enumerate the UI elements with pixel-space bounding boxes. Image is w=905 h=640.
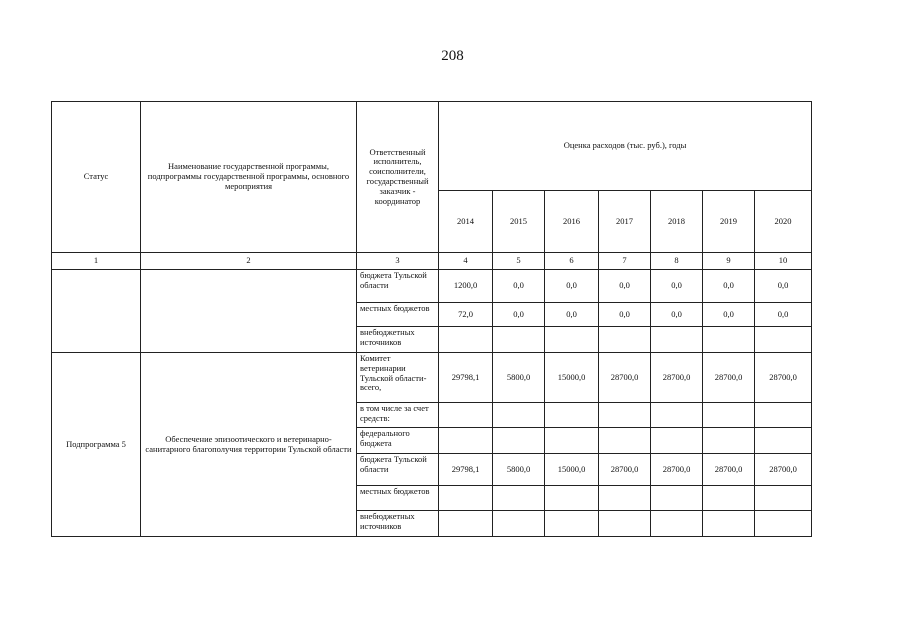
source-cell: в том числе за счет средств:: [357, 403, 439, 428]
value-cell: [439, 486, 493, 511]
page-number: 208: [441, 48, 464, 64]
source-cell: Комитет ветеринарии Тульской области- всего,: [357, 353, 439, 403]
value-cell: 0,0: [755, 303, 812, 327]
value-cell: 28700,0: [703, 454, 755, 486]
value-cell: [599, 428, 651, 454]
value-cell: 0,0: [703, 270, 755, 303]
year-cell: 2017: [599, 191, 651, 253]
year-cell: 2016: [545, 191, 599, 253]
value-cell: [493, 403, 545, 428]
status-cell: Подпрограмма 5: [52, 353, 141, 537]
value-cell: 28700,0: [703, 353, 755, 403]
value-cell: [703, 428, 755, 454]
value-cell: 0,0: [545, 303, 599, 327]
value-cell: 0,0: [493, 303, 545, 327]
column-number: 9: [703, 253, 755, 270]
column-numbers-row: [52, 253, 812, 270]
source-cell: местных бюджетов: [357, 303, 439, 327]
value-cell: [703, 403, 755, 428]
header-responsible: Ответственный исполнитель, соисполнители, государственный заказчик - координатор: [357, 102, 439, 253]
value-cell: 5800,0: [493, 353, 545, 403]
value-cell: 15000,0: [545, 353, 599, 403]
value-cell: [755, 511, 812, 537]
value-cell: [651, 428, 703, 454]
column-number: 4: [439, 253, 493, 270]
value-cell: [755, 327, 812, 353]
value-cell: 0,0: [545, 270, 599, 303]
source-cell: местных бюджетов: [357, 486, 439, 511]
value-cell: [493, 511, 545, 537]
value-cell: [493, 428, 545, 454]
value-cell: [545, 403, 599, 428]
value-cell: [545, 327, 599, 353]
column-number: 7: [599, 253, 651, 270]
value-cell: [545, 511, 599, 537]
value-cell: [651, 486, 703, 511]
value-cell: [703, 327, 755, 353]
value-cell: [703, 486, 755, 511]
value-cell: [493, 327, 545, 353]
column-number: 6: [545, 253, 599, 270]
value-cell: [599, 486, 651, 511]
value-cell: 15000,0: [545, 454, 599, 486]
year-cell: 2014: [439, 191, 493, 253]
value-cell: [439, 327, 493, 353]
value-cell: [651, 511, 703, 537]
value-cell: [439, 403, 493, 428]
column-number: 3: [357, 253, 439, 270]
year-cell: 2015: [493, 191, 545, 253]
value-cell: [599, 327, 651, 353]
header-name: Наименование государственной программы, подпрограммы государственной программы, основного мероприятия: [141, 102, 357, 253]
value-cell: 0,0: [755, 270, 812, 303]
value-cell: [493, 486, 545, 511]
value-cell: [755, 428, 812, 454]
name-cell: Обеспечение эпизоотического и ветеринарно-санитарного благополучия территории Тульской области: [141, 353, 357, 537]
value-cell: 0,0: [703, 303, 755, 327]
header-status: Статус: [52, 102, 141, 253]
year-cell: 2018: [651, 191, 703, 253]
value-cell: 29798,1: [439, 454, 493, 486]
value-cell: [599, 511, 651, 537]
column-number: 5: [493, 253, 545, 270]
value-cell: 28700,0: [651, 353, 703, 403]
source-cell: внебюджетных источников: [357, 327, 439, 353]
value-cell: [599, 403, 651, 428]
source-cell: федерального бюджета: [357, 428, 439, 454]
value-cell: [755, 403, 812, 428]
value-cell: [703, 511, 755, 537]
value-cell: 0,0: [599, 270, 651, 303]
year-cell: 2020: [755, 191, 812, 253]
year-cell: 2019: [703, 191, 755, 253]
value-cell: [545, 428, 599, 454]
column-number: 10: [755, 253, 812, 270]
status-cell-empty: [52, 270, 141, 353]
source-cell: внебюджетных источников: [357, 511, 439, 537]
value-cell: 28700,0: [755, 454, 812, 486]
header-row: [52, 102, 812, 191]
value-cell: 0,0: [493, 270, 545, 303]
table-row: [52, 353, 812, 403]
value-cell: 0,0: [599, 303, 651, 327]
source-cell: бюджета Тульской области: [357, 270, 439, 303]
value-cell: 1200,0: [439, 270, 493, 303]
value-cell: 28700,0: [599, 454, 651, 486]
value-cell: 28700,0: [651, 454, 703, 486]
value-cell: [651, 327, 703, 353]
value-cell: 0,0: [651, 270, 703, 303]
value-cell: [651, 403, 703, 428]
name-cell-empty: [141, 270, 357, 353]
value-cell: 0,0: [651, 303, 703, 327]
value-cell: 28700,0: [599, 353, 651, 403]
table-row: [52, 270, 812, 303]
header-expenses: Оценка расходов (тыс. руб.), годы: [439, 102, 812, 191]
value-cell: [439, 428, 493, 454]
value-cell: 72,0: [439, 303, 493, 327]
column-number: 2: [141, 253, 357, 270]
value-cell: 5800,0: [493, 454, 545, 486]
source-cell: бюджета Тульской области: [357, 454, 439, 486]
budget-table: [51, 101, 812, 537]
value-cell: 28700,0: [755, 353, 812, 403]
column-number: 1: [52, 253, 141, 270]
column-number: 8: [651, 253, 703, 270]
value-cell: 29798,1: [439, 353, 493, 403]
value-cell: [755, 486, 812, 511]
value-cell: [545, 486, 599, 511]
value-cell: [439, 511, 493, 537]
